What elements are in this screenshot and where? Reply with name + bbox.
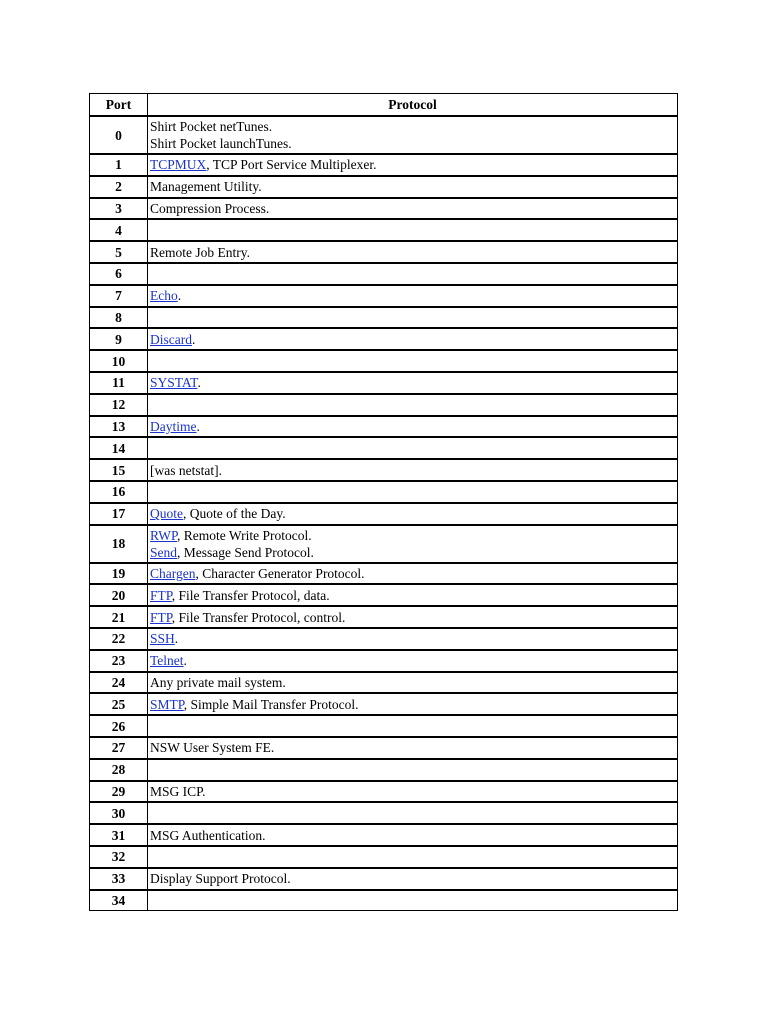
protocol-text: [was netstat].	[150, 462, 222, 478]
protocol-text: Shirt Pocket netTunes.	[150, 119, 273, 134]
port-number-cell: 18	[90, 525, 148, 563]
port-number-cell: 22	[90, 628, 148, 650]
protocol-line	[150, 652, 677, 669]
protocol-line	[150, 527, 677, 544]
table-row	[90, 219, 678, 241]
protocol-text: .	[174, 631, 179, 647]
port-number-cell: 33	[90, 868, 148, 890]
protocol-line	[150, 827, 677, 844]
protocol-line	[150, 418, 677, 435]
port-number-cell: 34	[90, 890, 148, 912]
protocol-link[interactable]: FTP	[150, 609, 172, 625]
table-row	[90, 868, 678, 890]
port-number-cell: 14	[90, 437, 148, 459]
protocol-line	[150, 630, 677, 647]
table-row	[90, 563, 678, 585]
protocol-text: .	[191, 331, 196, 347]
protocol-text: , File Transfer Protocol, data.	[171, 587, 330, 603]
port-number-cell: 15	[90, 459, 148, 481]
protocol-text: , Quote of the Day.	[183, 506, 286, 522]
protocol-line	[150, 156, 677, 173]
protocol-link[interactable]: FTP	[150, 587, 172, 603]
table-row	[90, 606, 678, 628]
protocol-link[interactable]: Daytime	[150, 418, 197, 434]
protocol-line	[150, 674, 677, 691]
protocol-line	[150, 783, 677, 800]
table-row	[90, 437, 678, 459]
table-body	[90, 116, 678, 911]
table-row	[90, 241, 678, 263]
protocol-description-cell	[148, 715, 678, 737]
protocol-line	[150, 200, 677, 217]
protocol-description-cell	[148, 437, 678, 459]
port-column-header: Port	[90, 94, 148, 116]
protocol-description-cell	[148, 890, 678, 912]
protocol-text: , TCP Port Service Multiplexer.	[206, 157, 377, 173]
table-row	[90, 781, 678, 803]
port-number-cell: 10	[90, 350, 148, 372]
port-number-cell: 19	[90, 563, 148, 585]
port-number-cell: 31	[90, 824, 148, 846]
protocol-text: .	[196, 418, 200, 434]
protocol-line	[150, 505, 677, 522]
table-row	[90, 584, 678, 606]
port-number-cell: 0	[90, 116, 148, 154]
table-header-row	[90, 94, 678, 116]
port-number-cell: 13	[90, 416, 148, 438]
port-number-cell: 29	[90, 781, 148, 803]
protocol-description-cell	[148, 285, 678, 307]
table-row	[90, 116, 678, 154]
port-number-cell: 26	[90, 715, 148, 737]
protocol-line	[150, 331, 677, 348]
port-number-cell: 8	[90, 307, 148, 329]
protocol-description-cell	[148, 328, 678, 350]
protocol-line	[150, 609, 677, 626]
table-row	[90, 628, 678, 650]
protocol-description-cell	[148, 846, 678, 868]
protocol-description-cell	[148, 781, 678, 803]
protocol-description-cell	[148, 307, 678, 329]
protocol-text: , Remote Write Protocol.	[177, 527, 312, 543]
table-row	[90, 416, 678, 438]
table-row	[90, 890, 678, 912]
table-row	[90, 759, 678, 781]
table-row	[90, 307, 678, 329]
port-number-cell: 21	[90, 606, 148, 628]
port-number-cell: 4	[90, 219, 148, 241]
protocol-link[interactable]: SMTP	[150, 696, 184, 712]
table-row	[90, 672, 678, 694]
protocol-description-cell	[148, 241, 678, 263]
port-number-cell: 32	[90, 846, 148, 868]
protocol-line	[150, 587, 677, 604]
protocol-link[interactable]: Discard	[150, 331, 192, 347]
port-number-cell: 27	[90, 737, 148, 759]
port-number-cell: 20	[90, 584, 148, 606]
protocol-description-cell	[148, 459, 678, 481]
protocol-text: Display Support Protocol.	[150, 871, 291, 887]
protocol-text: , Message Send Protocol.	[177, 544, 314, 560]
protocol-text: Any private mail system.	[150, 674, 286, 690]
protocol-link[interactable]: TCPMUX	[150, 157, 207, 173]
protocol-description-cell	[148, 802, 678, 824]
port-protocol-table	[89, 93, 678, 911]
protocol-description-cell	[148, 868, 678, 890]
protocol-link[interactable]: Telnet	[150, 653, 184, 669]
protocol-line	[150, 870, 677, 887]
table-row	[90, 350, 678, 372]
protocol-description-cell	[148, 116, 678, 154]
table-row	[90, 176, 678, 198]
protocol-description-cell	[148, 263, 678, 285]
protocol-line	[150, 565, 677, 582]
protocol-description-cell	[148, 606, 678, 628]
protocol-column-header: Protocol	[148, 94, 678, 116]
table-row	[90, 737, 678, 759]
table-row	[90, 650, 678, 672]
protocol-text: , File Transfer Protocol, control.	[171, 609, 346, 625]
port-number-cell: 3	[90, 198, 148, 220]
protocol-description-cell	[148, 503, 678, 525]
protocol-link[interactable]: Chargen	[150, 565, 196, 581]
port-number-cell: 7	[90, 285, 148, 307]
protocol-link[interactable]: RWP	[150, 527, 178, 543]
port-number-cell: 24	[90, 672, 148, 694]
table-row	[90, 394, 678, 416]
table-row	[90, 846, 678, 868]
table-row	[90, 154, 678, 176]
port-number-cell: 5	[90, 241, 148, 263]
protocol-text: NSW User System FE.	[150, 740, 275, 756]
protocol-description-cell	[148, 154, 678, 176]
protocol-description-cell	[148, 350, 678, 372]
port-number-cell: 25	[90, 693, 148, 715]
protocol-description-cell	[148, 563, 678, 585]
table-row	[90, 328, 678, 350]
protocol-line	[150, 696, 677, 713]
protocol-link[interactable]: Echo	[150, 288, 178, 304]
protocol-text: MSG Authentication.	[150, 827, 266, 843]
port-number-cell: 17	[90, 503, 148, 525]
protocol-description-cell	[148, 176, 678, 198]
protocol-text: , Simple Mail Transfer Protocol.	[183, 696, 359, 712]
protocol-line	[150, 374, 677, 391]
protocol-line	[150, 462, 677, 479]
table-row	[90, 525, 678, 563]
protocol-description-cell	[148, 416, 678, 438]
protocol-description-cell	[148, 394, 678, 416]
protocol-description-cell	[148, 628, 678, 650]
protocol-text: .	[197, 375, 201, 391]
protocol-text: Remote Job Entry.	[150, 244, 250, 260]
protocol-line	[150, 178, 677, 195]
table-row	[90, 263, 678, 285]
protocol-description-cell	[148, 693, 678, 715]
port-number-cell: 11	[90, 372, 148, 394]
protocol-description-cell	[148, 672, 678, 694]
table-row	[90, 802, 678, 824]
protocol-line	[150, 118, 677, 135]
port-number-cell: 2	[90, 176, 148, 198]
protocol-link[interactable]: Send	[150, 544, 177, 560]
table-row	[90, 285, 678, 307]
protocol-description-cell	[148, 219, 678, 241]
port-number-cell: 6	[90, 263, 148, 285]
protocol-description-cell	[148, 824, 678, 846]
protocol-description-cell	[148, 198, 678, 220]
protocol-text: Shirt Pocket launchTunes.	[150, 136, 292, 151]
protocol-description-cell	[148, 650, 678, 672]
table-row	[90, 824, 678, 846]
protocol-description-cell	[148, 481, 678, 503]
table-row	[90, 459, 678, 481]
protocol-text: .	[183, 653, 187, 669]
table-row	[90, 372, 678, 394]
table-row	[90, 715, 678, 737]
protocol-line	[150, 739, 677, 756]
table-row	[90, 503, 678, 525]
port-number-cell: 9	[90, 328, 148, 350]
port-number-cell: 16	[90, 481, 148, 503]
protocol-description-cell	[148, 525, 678, 563]
protocol-line	[150, 244, 677, 261]
table-row	[90, 198, 678, 220]
protocol-text: .	[177, 288, 182, 304]
protocol-line	[150, 287, 677, 304]
port-number-cell: 30	[90, 802, 148, 824]
protocol-text: , Character Generator Protocol.	[195, 565, 365, 581]
protocol-link[interactable]: Quote	[150, 506, 183, 522]
port-number-cell: 12	[90, 394, 148, 416]
protocol-link[interactable]: SYSTAT	[150, 375, 198, 391]
protocol-description-cell	[148, 584, 678, 606]
protocol-line	[150, 544, 677, 561]
port-number-cell: 28	[90, 759, 148, 781]
protocol-link[interactable]: SSH	[150, 631, 175, 647]
table-row	[90, 481, 678, 503]
port-number-cell: 1	[90, 154, 148, 176]
protocol-description-cell	[148, 372, 678, 394]
protocol-line	[150, 135, 677, 152]
protocol-text: MSG ICP.	[150, 783, 206, 799]
table-row	[90, 693, 678, 715]
protocol-text: Compression Process.	[150, 200, 270, 216]
protocol-text: Management Utility.	[150, 179, 262, 195]
port-number-cell: 23	[90, 650, 148, 672]
protocol-description-cell	[148, 759, 678, 781]
protocol-description-cell	[148, 737, 678, 759]
